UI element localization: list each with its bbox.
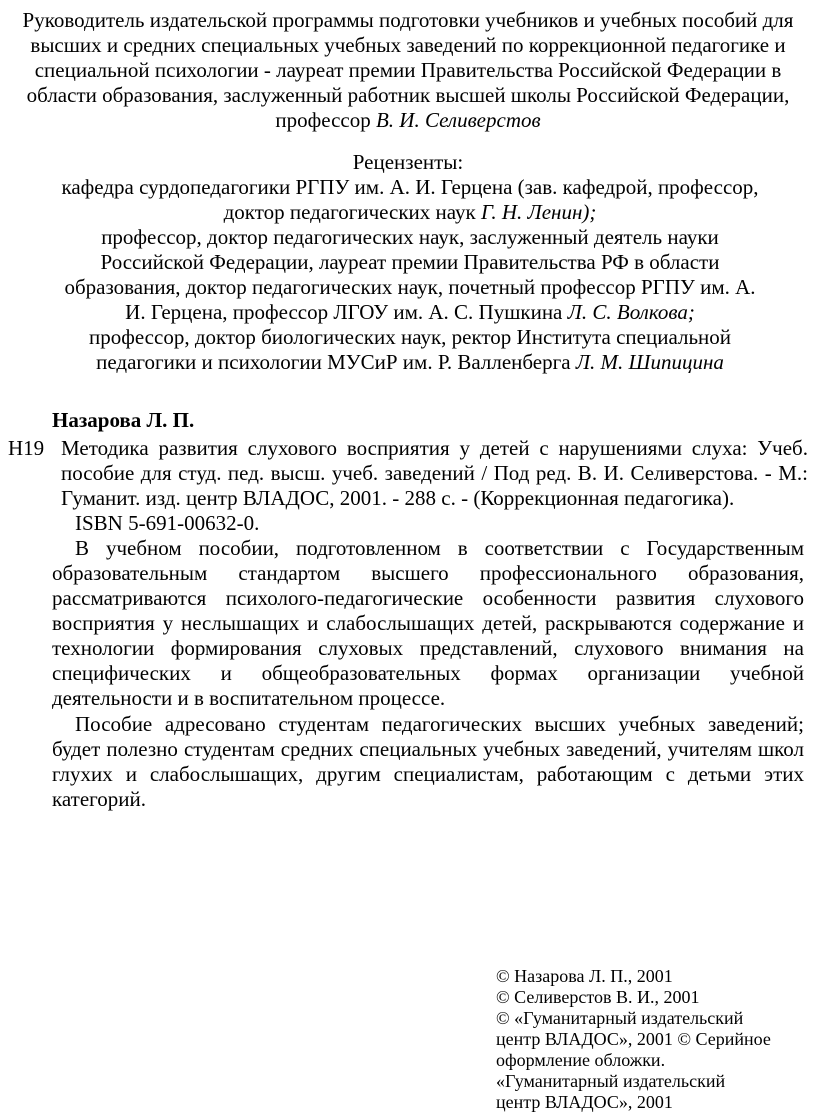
copyright-notice: [496, 966, 786, 1113]
copyright-line: «Гуманитарный издательский: [496, 1071, 726, 1091]
abstract-paragraph: Пособие адресовано студентам педагогических высших учебных заведений; будет полезно студентам средних специальных учебных заведений, учителям школ глухих и слабослышащих, другим специалистам, работающим с детьми этих категорий.: [52, 712, 804, 811]
editor-credit: [20, 8, 796, 133]
reviewers-title: Рецензенты:: [352, 150, 464, 174]
reviewer-text: профессор, доктор биологических наук, ректор Института специальной педагогики и психологии МУСиР им. Р. Валленберга: [88, 325, 732, 374]
reviewer-text: кафедра сурдопедагогики РГПУ им. А. И. Герцена (зав. кафедрой, профессор, доктор педагогических наук: [61, 175, 759, 224]
reviewer-name: Л. С. Волкова;: [567, 300, 695, 324]
reviewer-item: [60, 225, 760, 325]
reviewer-item: [60, 325, 760, 375]
reviewer-text: профессор, доктор педагогических наук, заслуженный деятель науки Российской Федерации, лауреат премии Правительства РФ в области образования, доктор педагогических наук, почетный профессор РГПУ им. А. И. Герцена, профессор ЛГОУ им. А. С. Пушкина: [64, 225, 756, 324]
book-author: Назарова Л. П.: [52, 408, 195, 432]
bibliographic-record: [8, 436, 808, 536]
isbn: ISBN 5-691-00632-0.: [75, 511, 260, 535]
copyright-line: © Селиверстов В. И., 2001: [496, 987, 700, 1007]
reviewers-list: [60, 175, 760, 375]
reviewer-item: [60, 175, 760, 225]
reviewer-name: Л. М. Шипицина: [575, 350, 724, 374]
copyright-line: оформление обложки.: [496, 1050, 666, 1070]
editor-name: В. И. Селиверстов: [375, 108, 541, 132]
copyright-line: © Назарова Л. П., 2001: [496, 966, 673, 986]
copyright-line: © «Гуманитарный издательский: [496, 1008, 744, 1028]
copyright-line: центр ВЛАДОС», 2001: [496, 1092, 673, 1112]
copyright-line: центр ВЛАДОС», 2001 © Серийное: [496, 1029, 771, 1049]
reviewer-name: Г. Н. Ленин);: [480, 200, 597, 224]
library-code: Н19: [8, 436, 45, 460]
bibliographic-description: Методика развития слухового восприятия у детей с нарушениями слуха: Учеб. пособие для студ. пед. высш. учеб. заведений / Под ред. В. И. Селиверстова. - М.: Гуманит. изд. центр ВЛАДОС, 2001. - 288 с. - (Коррекционная педагогика).: [61, 436, 808, 510]
abstract-paragraph: В учебном пособии, подготовленном в соответствии с Государственным образовательным стандартом высшего профессионального образования, рассматриваются психолого-педагогические особенности развития слухового восприятия у неслышащих и слабослышащих детей, раскрываются содержание и технологии формирования слуховых представлений, слухового внимания на специфических и общеобразовательных формах организации учебной деятельности и в воспитательном процессе.: [52, 536, 804, 710]
editor-credit-text: Руководитель издательской программы подготовки учебников и учебных пособий для высших и средних специальных учебных заведений по коррекционной педагогике и специальной психологии - лауреат премии Правительства Российской Федерации в области образования, заслуженный работник высшей школы Российской Федерации, профессор: [22, 8, 794, 132]
